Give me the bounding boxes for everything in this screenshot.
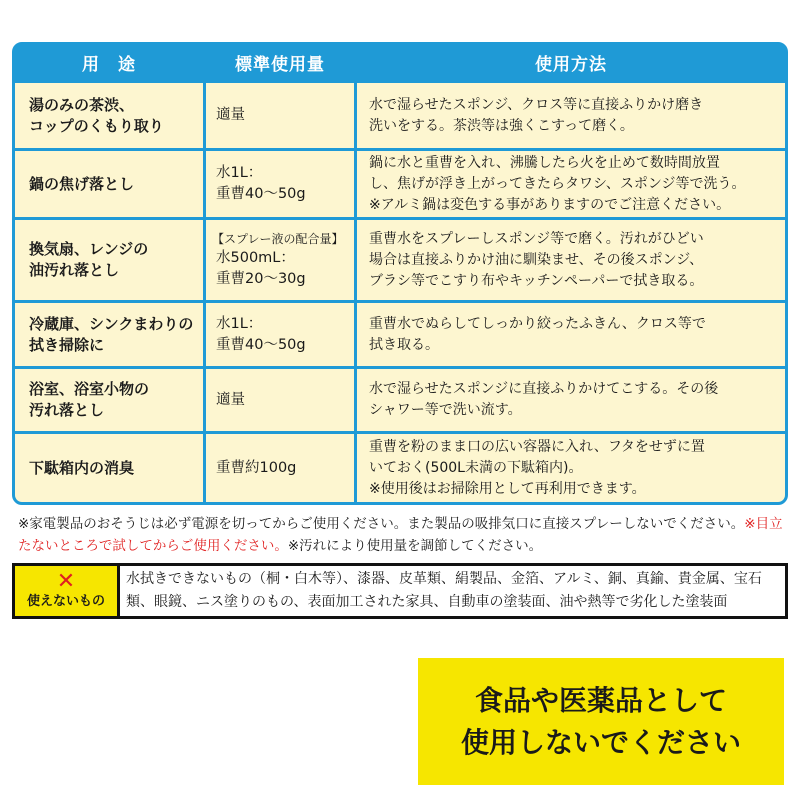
row-amount: 適量 [206, 83, 354, 148]
note-text: ※家電製品のおそうじは必ず電源を切ってからご使用ください。また製品の吸排気口に直接スプレーしないでください。 [18, 516, 745, 532]
row-method: 水で湿らせたスポンジに直接ふりかけてこする。その後 シャワー等で洗い流す。 [357, 369, 785, 431]
row-amount: 重曹約100g [206, 434, 354, 502]
header-method: 使用方法 [535, 55, 607, 75]
row-method: 重曹水をスプレーしスポンジ等で磨く。汚れがひどい 場合は直接ふりかけ油に馴染ませ、その後スポンジ、 ブラシ等でこすり布やキッチンペーパーで拭き取る。 [357, 220, 785, 300]
row-amount: 水1L： 重曹40～50g [206, 151, 354, 217]
row-use: 湯のみの茶渋、 コップのくもり取り [15, 83, 203, 148]
row-use: 換気扇、レンジの 油汚れ落とし [15, 220, 203, 300]
row-method: 重曹を粉のまま口の広い容器に入れ、フタをせずに置 いておく(500L未満の下駄箱内)。 ※使用後はお掃除用として再利用できます。 [357, 434, 785, 502]
row-amount: 水1L： 重曹40～50g [206, 303, 354, 366]
row-amount: 【スプレー液の配合量】 水500mL： 重曹20～30g [206, 220, 354, 300]
note-warning-red: ※目立たないところで試してからご使用ください。 [18, 516, 783, 554]
row-use: 冷蔵庫、シンクまわりの 拭き掃除に [15, 303, 203, 366]
food-warning-text: 食品や医薬品として 使用しないでください [460, 683, 741, 759]
row-amount: 適量 [206, 369, 354, 431]
cross-icon: ✕ [56, 569, 76, 594]
row-method: 重曹水でぬらしてしっかり絞ったふきん、クロス等で 拭き取る。 [357, 303, 785, 366]
usage-table [12, 42, 788, 505]
unusable-label: 使えないもの [26, 594, 105, 609]
header-use: 用 途 [82, 55, 136, 75]
row-use: 浴室、浴室小物の 汚れ落とし [15, 369, 203, 431]
note-text: ※汚れにより使用量を調節してください。 [287, 538, 543, 554]
unusable-items-text: 水拭きできないもの（桐・白木等）、漆器、皮革類、絹製品、金箔、アルミ、銅、真鍮、貴金属、宝石類、眼鏡、ニス塗りのもの、表面加工された家具、自動車の塗装面、油や熱等で劣化した塗装面 [120, 566, 785, 616]
row-method: 鍋に水と重曹を入れ、沸騰したら火を止めて数時間放置 し、焦げが浮き上がってきたらタワシ、スポンジ等で洗う。 ※アルミ鍋は変色する事がありますのでご注意ください。 [357, 151, 785, 217]
header-amount: 標準使用量 [235, 55, 325, 75]
usage-notes [18, 513, 788, 557]
row-method: 水で湿らせたスポンジ、クロス等に直接ふりかけ磨き 洗いをする。茶渋等は強くこすって磨く。 [357, 83, 785, 148]
row-use: 下駄箱内の消臭 [15, 434, 203, 502]
unusable-label-block [15, 566, 120, 616]
row-use: 鍋の焦げ落とし [15, 151, 203, 217]
unusable-items-box [12, 563, 788, 619]
food-warning-box [418, 658, 784, 785]
amount-sublabel: 【スプレー液の配合量】 [212, 232, 344, 246]
